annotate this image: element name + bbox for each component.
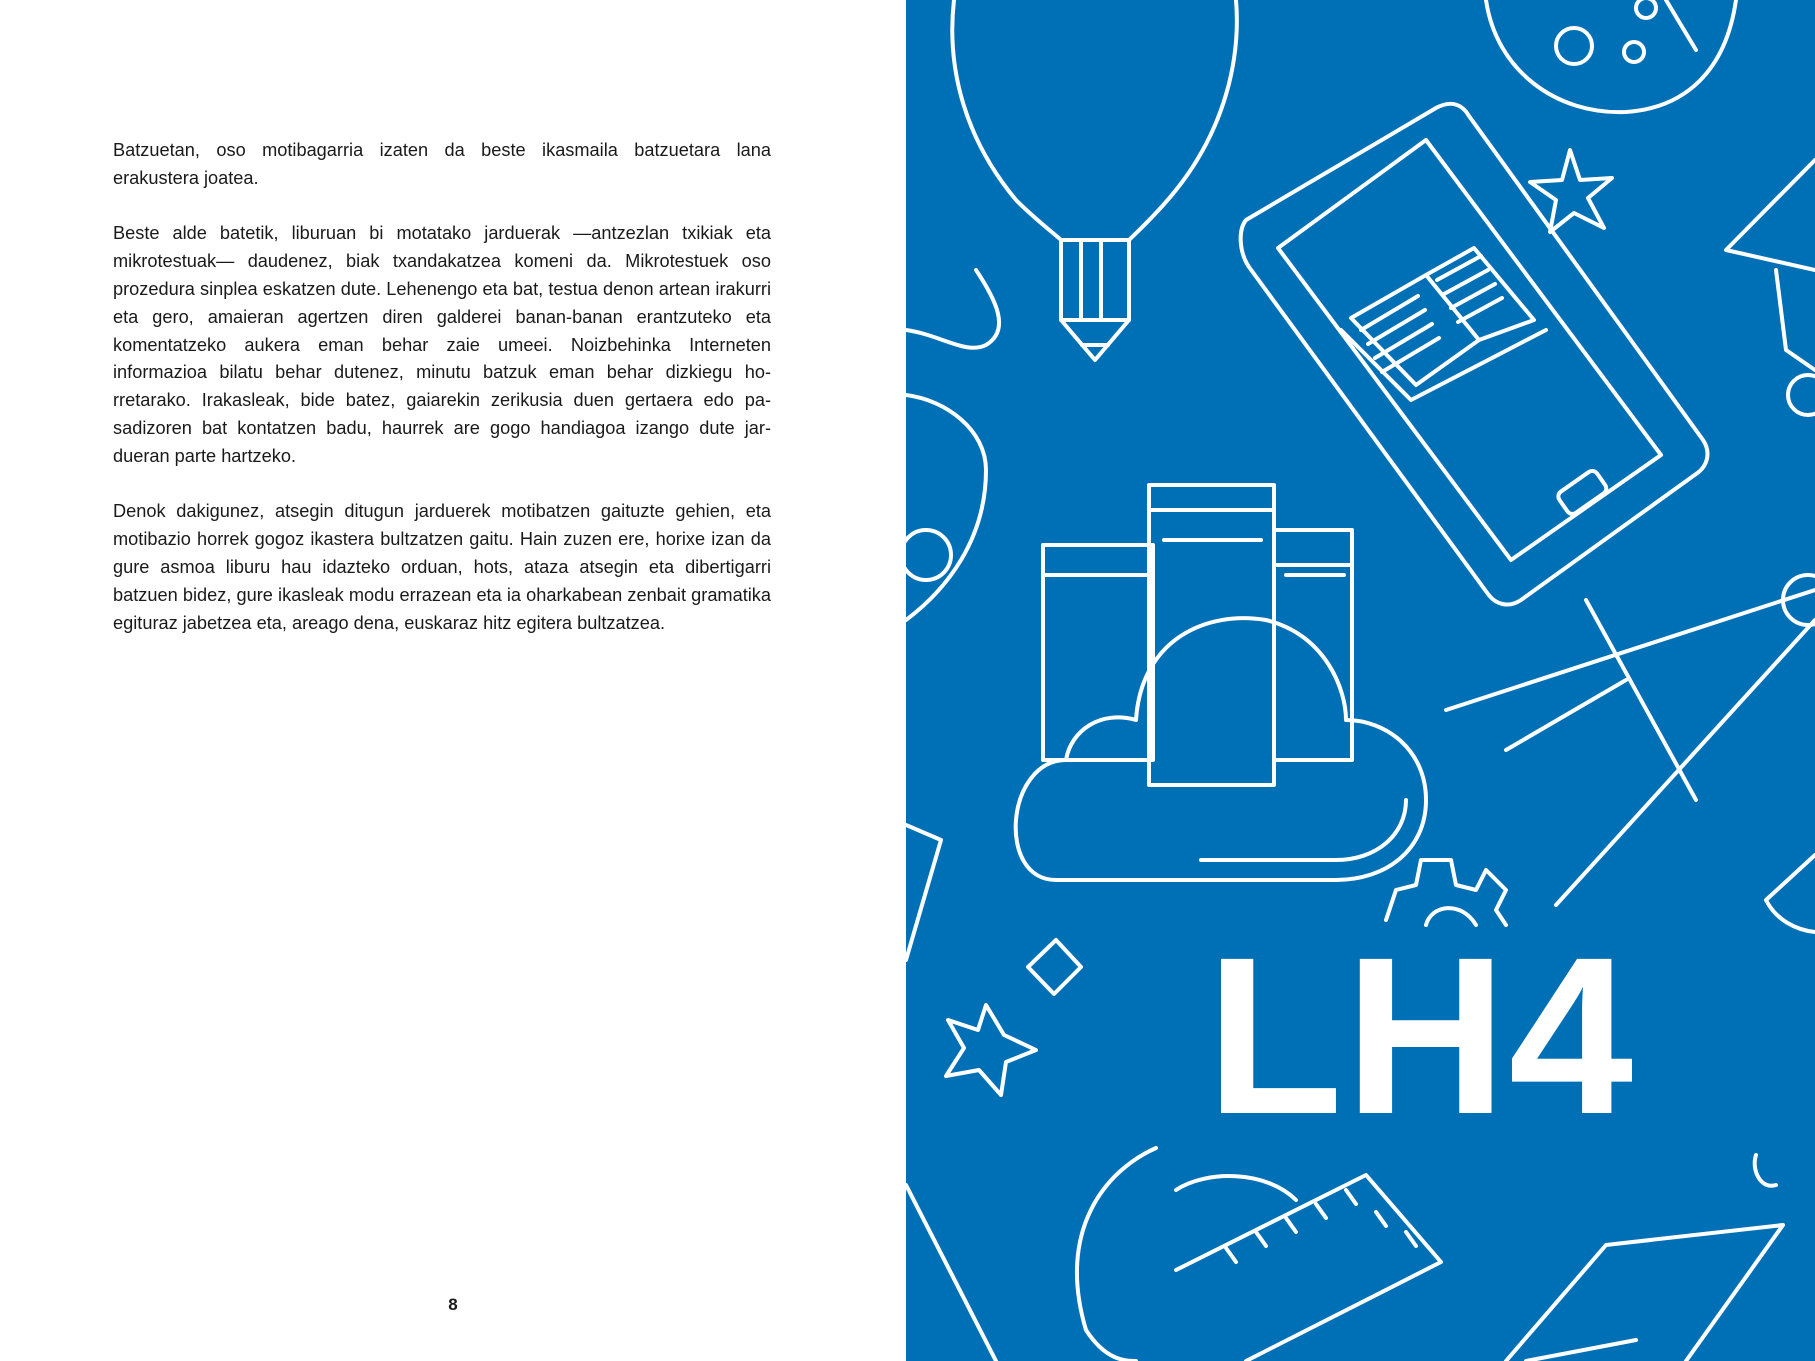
open-book-icon <box>1341 248 1546 400</box>
paragraph-3: Denok dakigunez, atsegin ditugun jarduerek motibatzen gaituzte gehien, eta motibazio horrek gogoz ikastera bultzatzen gaitu. Hain zuzen ere, horixe izan da gure asmoa liburu hau idazteko orduan, hots, ataza atsegin eta dibertigarri batzuen bidez, gure ikasleak modu errazean eta ia oharkabean zenbait gramatika egituraz jabetzea eta, areago dena, euskaraz hitz egitera bultzatzea. <box>113 501 771 633</box>
cloud-icon <box>1016 618 1426 880</box>
paragraph-2: Beste alde batetik, liburuan bi motatako jarduerak —antzezlan txikiak eta mikrotestuak— daudenez, biak txandakatzea komeni da. Mikrotestuek oso prozedura sinplea eskatzen dute. Lehenengo eta bat, testua denon artean irakurri eta gero, amaieran agertzen diren galderei banan-banan erantzuteko eta komentatzeko aukera eman behar zaie umeei. Noizbehinka Interneten informazioa bilatu behar dutenez, minutu batzuk eman behar dizkiegu horretarako. Irakasleak, bide batez, gaiarekin zerikusia duen gertaera edo pasadizoren bat kontatzen badu, haurrek are gogo handiagoa izango dute jardueran parte hartzeko. <box>113 223 771 466</box>
right-page-cover <box>906 0 1815 1361</box>
telescope-icon <box>1726 160 1815 415</box>
star-icon <box>946 1005 1036 1095</box>
graduation-cap-icon <box>1506 1225 1783 1361</box>
flask-icon <box>1486 0 1736 112</box>
paragraph-1: Batzuetan, oso motibagarria izaten da beste ikasmaila batzuetara lana erakustera joatea. <box>113 140 771 188</box>
body-text <box>113 137 771 665</box>
protractor-icon <box>1077 1148 1296 1361</box>
mustache-icon <box>906 270 999 620</box>
ruler-icon <box>1176 1175 1441 1361</box>
diamond-icon <box>1028 940 1081 994</box>
cover-title: LH4 <box>1206 911 1636 1161</box>
left-page <box>0 0 906 1361</box>
compass-icon <box>1446 575 1815 905</box>
books-icon <box>1043 485 1352 785</box>
page-number: 8 <box>448 1295 458 1314</box>
